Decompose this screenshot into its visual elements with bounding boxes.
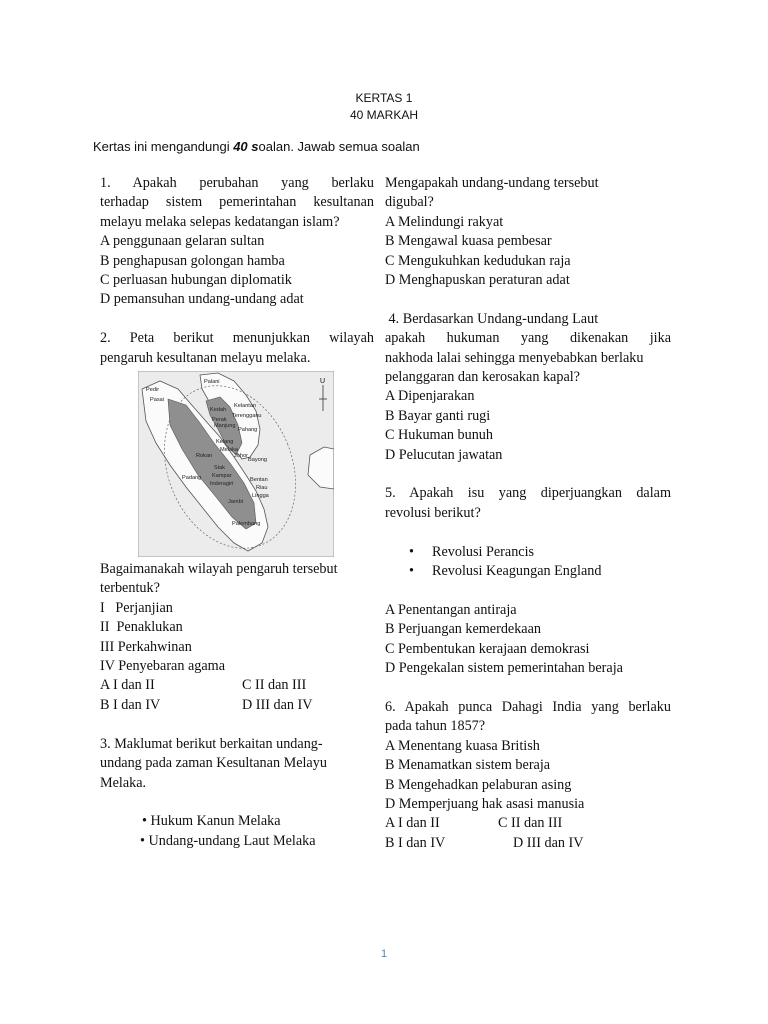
question-text: pelanggaran dan kerosakan kapal? bbox=[385, 369, 580, 386]
answer-option: D Memperjuang hak asasi manusia bbox=[385, 795, 585, 812]
question-text: pada tahun 1857? bbox=[385, 718, 486, 735]
melaka-influence-map bbox=[138, 371, 334, 557]
north-label: U bbox=[320, 378, 326, 386]
statement: IV Penyebaran agama bbox=[100, 658, 226, 675]
answer-option: A I dan II bbox=[100, 677, 155, 694]
question-1 bbox=[100, 174, 374, 310]
map-label: Bayong bbox=[248, 457, 267, 464]
statement: I Perjanjian bbox=[100, 599, 173, 616]
answer-row bbox=[100, 676, 374, 695]
map-label: Johor bbox=[234, 453, 248, 460]
answer-option: B Menamatkan sistem beraja bbox=[385, 757, 551, 774]
question-text: Mengapakah undang-undang tersebut bbox=[385, 175, 599, 191]
revolution-item: • Revolusi Keagungan England bbox=[385, 562, 671, 581]
question-5 bbox=[385, 484, 671, 678]
map-label: Rokan bbox=[196, 453, 213, 460]
answer-option: C Hukuman bunuh bbox=[385, 427, 493, 444]
info-bullet: • Undang-undang Laut Melaka bbox=[140, 832, 316, 849]
question-text: nakhoda lalai sehingga menyebabkan berlaku bbox=[385, 349, 644, 366]
answer-option: D III dan IV bbox=[242, 696, 313, 713]
map-label: Manjung bbox=[214, 423, 236, 430]
map-label: Pedir bbox=[146, 387, 160, 394]
question-6 bbox=[385, 698, 671, 853]
map-label: Padang bbox=[182, 475, 202, 482]
map-label: Melaka bbox=[220, 447, 239, 454]
statement: II Penaklukan bbox=[100, 619, 183, 636]
map-label: Terengganu bbox=[232, 413, 262, 420]
question-text: 6. Apakah punca Dahagi India yang berlaku bbox=[385, 698, 671, 715]
answer-option: D Pengekalan sistem pemerintahan beraja bbox=[385, 660, 623, 677]
answer-option: A Melindungi rakyat bbox=[385, 213, 504, 230]
answer-row bbox=[385, 814, 671, 833]
answer-option: D Menghapuskan peraturan adat bbox=[385, 272, 570, 289]
map-label: Palembang bbox=[232, 521, 261, 528]
question-text: Melaka. bbox=[100, 774, 147, 791]
question-2 bbox=[100, 329, 374, 715]
answer-option: C II dan III bbox=[498, 815, 563, 832]
answer-option: A penggunaan gelaran sultan bbox=[100, 233, 265, 250]
question-text: pengaruh kesultanan melayu melaka. bbox=[100, 349, 311, 366]
answer-option: A I dan II bbox=[385, 815, 440, 832]
question-text: 3. Maklumat berikut berkaitan undang- bbox=[100, 735, 323, 752]
revolution-item: • Revolusi Perancis bbox=[385, 543, 671, 562]
left-column bbox=[100, 174, 374, 851]
answer-option: C Mengukuhkan kedudukan raja bbox=[385, 252, 571, 269]
answer-option: B I dan IV bbox=[100, 696, 161, 713]
answer-option: B Bayar ganti rugi bbox=[385, 407, 491, 424]
answer-option: C perluasan hubungan diplomatik bbox=[100, 272, 292, 289]
map-label: Palani bbox=[204, 379, 220, 386]
question-3 bbox=[100, 735, 374, 851]
map-label: Kedah bbox=[210, 407, 227, 414]
question-text: terbentuk? bbox=[100, 580, 160, 597]
map-label: Perak bbox=[212, 417, 227, 424]
map-label: Inderagiri bbox=[210, 481, 234, 488]
map-label: Siak bbox=[214, 465, 225, 472]
answer-row bbox=[100, 696, 374, 715]
question-text: 1. Apakah perubahan yang berlaku bbox=[100, 175, 374, 191]
answer-option: A Dipenjarakan bbox=[385, 388, 475, 405]
answer-option: C Pembentukan kerajaan demokrasi bbox=[385, 640, 590, 657]
question-text: Bagaimanakah wilayah pengaruh tersebut bbox=[100, 561, 338, 578]
statement: III Perkahwinan bbox=[100, 638, 192, 655]
map-label: Pahang bbox=[238, 427, 258, 434]
map-label: Bentan bbox=[250, 477, 268, 484]
instructions: Kertas ini mengandungi 40 soalan. Jawab semua soalan bbox=[93, 139, 420, 154]
answer-option: A Menentang kuasa British bbox=[385, 737, 540, 754]
answer-option: D Pelucutan jawatan bbox=[385, 446, 503, 463]
answer-option: D III dan IV bbox=[513, 834, 584, 851]
answer-row bbox=[385, 834, 671, 853]
question-3-continued bbox=[385, 174, 671, 290]
question-text: terhadap sistem pemerintahan kesultanan bbox=[100, 194, 374, 211]
question-text: 5. Apakah isu yang diperjuangkan dalam bbox=[385, 485, 671, 502]
bullet-icon: • bbox=[409, 563, 414, 580]
bullet-icon: • bbox=[409, 543, 414, 560]
answer-option: B Mengawal kuasa pembesar bbox=[385, 233, 552, 250]
question-text: revolusi berikut? bbox=[385, 504, 481, 521]
answer-option: B I dan IV bbox=[385, 834, 446, 851]
answer-option: B penghapusan golongan hamba bbox=[100, 252, 285, 269]
paper-title: KERTAS 1 bbox=[355, 91, 413, 105]
question-text: digubal? bbox=[385, 194, 434, 211]
answer-option: A Penentangan antiraja bbox=[385, 601, 517, 618]
question-text: melayu melaka selepas kedatangan islam? bbox=[100, 213, 340, 230]
question-text: 4. Berdasarkan Undang-undang Laut bbox=[385, 310, 599, 327]
map-label: Jambi bbox=[228, 499, 243, 506]
question-4 bbox=[385, 310, 671, 465]
answer-option: B Perjuangan kemerdekaan bbox=[385, 621, 542, 638]
map-label: Kelang bbox=[216, 439, 234, 446]
question-text: apakah hukuman yang dikenakan jika bbox=[385, 330, 671, 347]
answer-option: D pemansuhan undang-undang adat bbox=[100, 291, 304, 308]
page-number: 1 bbox=[380, 948, 388, 960]
map-label: Pasai bbox=[150, 397, 164, 404]
info-bullet: • Hukum Kanun Melaka bbox=[142, 813, 281, 830]
answer-option: B Mengehadkan pelaburan asing bbox=[385, 776, 572, 793]
map-label: Kelantan bbox=[234, 403, 257, 410]
map-label: Riau bbox=[256, 485, 268, 492]
question-text: 2. Peta berikut menunjukkan wilayah bbox=[100, 330, 374, 347]
map-label: Lingga bbox=[252, 493, 269, 500]
map-label: Kampar bbox=[212, 473, 232, 480]
total-marks: 40 MARKAH bbox=[349, 108, 419, 122]
answer-option: C II dan III bbox=[242, 677, 307, 694]
right-column bbox=[385, 174, 671, 853]
question-text: undang pada zaman Kesultanan Melayu bbox=[100, 755, 327, 772]
